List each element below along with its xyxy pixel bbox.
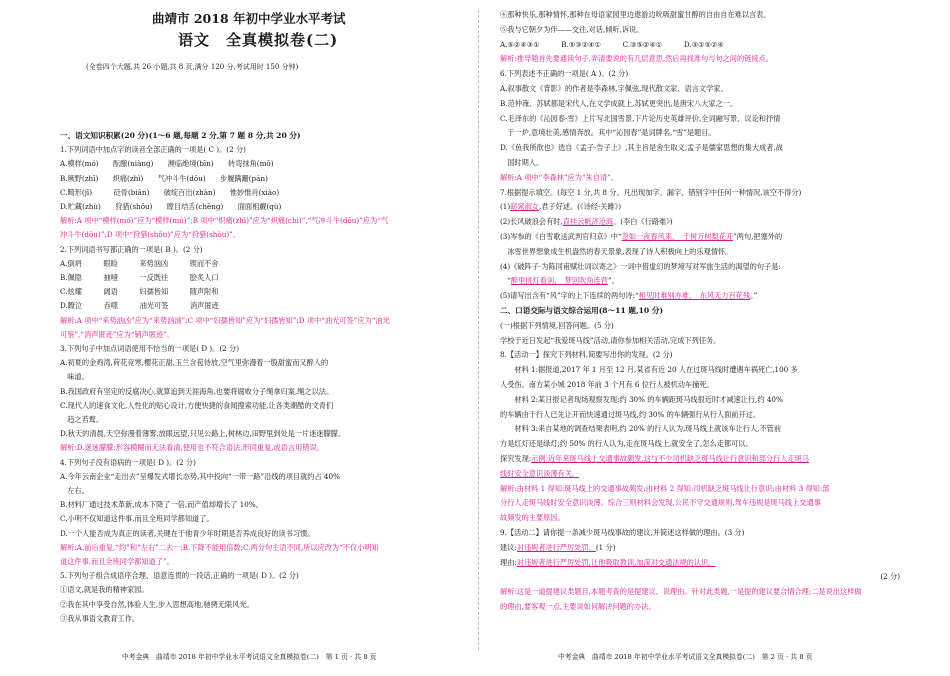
line-text: (4)《破阵子·为陈同甫赋壮词以寄之》一词中借虚幻的梦境写对军旅生活的渴望的句子是: [500, 261, 781, 271]
line-text: 味道。 [60, 372, 89, 382]
line-text: 材料 3:来自某地的调查结果表明,约 20% 的行人认为,斑马线上就该车让行人,不管前 [500, 424, 782, 434]
right-line [500, 572, 900, 582]
right-line [500, 558, 715, 568]
right-line [500, 469, 579, 479]
line-text: (5)请写出含有“风”字的上下连续的两句诗:“ [500, 291, 639, 301]
page-footer-right: 中考金典 曲靖市 2018 年初中学业水平考试语文全真模拟卷(二) 第 2 页 · 共 8 页 [558, 653, 813, 661]
line-text: B.我国政府有坚定的反腐决心,就算追到天涯海角,也要将腐败分子绳拿归案,绳之以法。 [60, 386, 334, 396]
right-line [500, 306, 663, 316]
line-text: (2)长风破浪会有时, [500, 217, 563, 227]
right-line [500, 232, 782, 242]
right-line [500, 395, 783, 405]
line-text-after: 。(李白《行路难》) [613, 217, 673, 227]
left-line [60, 372, 89, 382]
right-line [500, 158, 543, 168]
left-line [60, 529, 314, 539]
left-line [60, 429, 345, 439]
line-text: ④那种快乐,那种情怀,那种在母语家园里边遨游边吮吸甜蜜甘醇的自由自在难以言表。 [500, 10, 771, 19]
line-text: 5.下列句子组合成语序合理、语意连贯的一段话,正确的一项是( D )。(2 分) [60, 571, 299, 581]
left-line [60, 188, 279, 198]
right-line [500, 114, 780, 124]
line-text: 探究发现: [500, 454, 532, 463]
right-line [500, 128, 716, 138]
left-line [60, 131, 301, 141]
right-line [500, 25, 643, 35]
line-text: ①语文,就是我的精神家园。 [60, 585, 149, 595]
left-line [60, 202, 281, 212]
right-line [500, 321, 614, 331]
right-page [500, 0, 900, 676]
left-line [60, 514, 214, 524]
answer-text: 窈窕淑女 [510, 202, 539, 212]
right-line [500, 484, 829, 494]
left-line [60, 614, 139, 624]
score-note: (2 分) [880, 572, 900, 582]
right-line [500, 173, 618, 183]
right-line [500, 262, 781, 272]
line-text: 人受伤。南方某小城 2018 年前 3 个月有 6 位行人被机动车撞死。 [500, 380, 714, 389]
answer-text: 忽如一夜春风来， 千树万树梨花开 [621, 232, 734, 241]
answer-text: 示例:近年来斑马线上交通事故频发,这与不少司机缺乏斑马线让行意识和部分行人走斑马 [531, 454, 810, 463]
left-line [60, 344, 239, 354]
line-text: (3)岑参的《白雪歌送武判官归京》中“ [500, 232, 622, 241]
line-text: 6.下列表述不正确的一项是( A )。(2 分) [500, 69, 629, 79]
line-text: 材料 1:据报道,2017 年 1 月至 12 月,某省有近 20 人在过斑马线时遭遇车祸死亡,100 多 [500, 365, 798, 375]
line-text: 国时期人。 [500, 158, 544, 167]
line-text: 于一炉,意境壮美,感情奔放。其中“沁园春”是词牌名,“雪”是题目。 [500, 128, 716, 138]
line-text: 二、口语交际与语文综合运用(8～11 题,10 分) [500, 306, 664, 315]
right-line [500, 602, 656, 612]
line-text-after: ”两句,把塞外的 [733, 232, 783, 241]
line-text: D.贮藏(zhù) 狩猎(shǒu) 瞠目结舌(chēng) 面面相觑(qù) [60, 202, 282, 211]
left-line [60, 387, 333, 397]
line-text: 1.下列词语中加点字的读音全部正确的一项是( C )。(2 分) [60, 145, 246, 155]
right-line [500, 10, 771, 20]
line-text: 左右。 [60, 486, 89, 495]
line-text: 4.下列句子没有语病的一项是( D )。(2 分) [60, 457, 196, 467]
right-line [500, 188, 801, 198]
left-line [60, 145, 246, 155]
line-text: ③我从事语文教育工作。 [60, 613, 140, 623]
line-text: (一)根据下列情境,回答问题。(5 分) [500, 320, 614, 330]
line-text: 理由: [500, 557, 517, 567]
line-text: D.一个人能否成为真正的读者,关键在于他青少年时期是否养成良好的读书习惯。 [60, 528, 315, 538]
page-divider [478, 10, 479, 650]
line-text: 解析:A.前后重复,“约”和“左右”二去一;B.下降不能用倍数;C.两分句主语不同,所以应改为“不仅小明知 [60, 542, 379, 552]
left-line [60, 316, 390, 326]
line-text: 解析:A 项中“李森林”应为“朱自清”。 [500, 172, 619, 182]
page-footer-left: 中考金典 曲靖市 2018 年初中学业水平考试语文全真模拟卷(二) 第 1 页 · 共 8 页 [122, 653, 377, 661]
line-text: 方是红灯还是绿灯;约 50% 的行人认为,走在斑马线上,就安全了,怎么走都可以。 [500, 439, 753, 449]
line-text: D.瞭泣 吞噬 油光可签 消声匿迹 [60, 301, 219, 311]
left-line [60, 458, 196, 468]
line-text: B.范仲淹、苏轼都是宋代人,在文学成就上,苏轼更突出,是唐宋八大家之一。 [500, 98, 738, 108]
line-text: (1) [500, 202, 511, 212]
line-text: 解析:由材料 1 得知:斑马线上的交通事故频发;由材料 2 得知:司机缺乏斑马线让行意识;由材料 3 得知:部 [500, 483, 830, 493]
line-text: B.厥野(zhī) 炽痛(zhì) 气冲斗牛(dǒu) 步履蹒跚(pán) [60, 173, 268, 183]
right-line [500, 498, 821, 508]
left-line [60, 571, 299, 581]
line-text: 的车辆由于行人已先让开而快速通过斑马线,约 30% 的车辆强行从行人面前开过。 [500, 409, 761, 419]
left-line [60, 159, 274, 169]
line-text: 9.【活动二】请你提一条减少斑马线事故的建议,并简述这样做的理由。(3 分) [500, 528, 745, 537]
left-line [60, 174, 268, 184]
left-line [60, 358, 328, 368]
left-line [60, 401, 333, 411]
left-line [60, 216, 388, 226]
left-line [60, 443, 324, 453]
right-line [500, 54, 773, 64]
right-line [500, 99, 737, 109]
answer-text: 对违规者进行严厉处罚,让他吸取教训,加深对交通法规的认识。 [516, 557, 716, 567]
line-text-after: (1 分) [595, 542, 616, 552]
left-line [60, 287, 218, 297]
right-line [500, 365, 798, 375]
right-line [500, 69, 628, 79]
left-line [60, 301, 219, 311]
line-text: 解析:推导题首先要通读句子,弄清要说的有几层意思,然后再找准句与句之间的链接点。 [500, 54, 773, 64]
right-line [500, 380, 714, 390]
line-text: 解析:A 项中“模样(mó)”应为“模样(mú)”;B 项中“炽痛(zhì)”应为“炽痛(chì)”,“气冲斗牛(dǒu)”应为“气 [60, 216, 389, 226]
left-line [60, 259, 218, 269]
left-line [60, 500, 263, 510]
line-text: 冰雪世界想象成生机盎然的春天景象,表现了诗人积极向上的乐观情怀。 [500, 246, 733, 256]
line-text-after: ,君子好逑。(《诗经·关雎》) [538, 202, 621, 212]
right-line [500, 513, 565, 523]
left-line [60, 600, 254, 610]
right-line [500, 528, 744, 538]
answer-text: 线时安全意识淡薄有关。 [500, 468, 580, 478]
right-line [500, 410, 760, 420]
line-text: C.现代人的速食文化,人性化的贴心设计,方便快捷的食闻搜索功能,让各类潮酷的文青们 [60, 400, 334, 410]
right-line [500, 247, 732, 257]
exam-note: (全卷四个大题,共 26 小题,共 8 页,满分 120 分,考试用时 150 分钟) [86, 63, 299, 71]
right-line [500, 336, 720, 346]
answer-text: 对违规者进行严厉处罚。 [516, 542, 596, 552]
answer-text: 相见时难别亦难， 东风无力百花残 [638, 291, 751, 301]
line-text: 解析:D.迷迷朦朦:形容模糊而无法看清,使用也不符合语法,形同重复,或语言用错误。 [60, 443, 324, 453]
line-text: A.叙事散文《背影》的作者是李森林,字佩弦,现代散文家、语言文学家。 [500, 84, 728, 93]
exam-title: 曲靖市 2018 年初中学业水平考试 [152, 11, 346, 26]
right-line [500, 350, 673, 360]
line-text: 材料 2:某日报记者现场观察发现:约 30% 的车辆距斑马线很近时才减速让行,约 40% [500, 394, 783, 404]
line-text: A.初夏的金鸡湾,荷花竞寒,樱花正甜,玉兰含苞待放,空气里弥漫着一股甜蜜而又醉人的 [60, 358, 329, 368]
right-line [500, 587, 862, 597]
line-text: C.畸形(jī) 砭骨(biān) 破绽百出(zhàn) 惟妙惟肖(xiào) [60, 187, 280, 197]
line-text: 7.根据提示填空。(每空 1 分,共 8 分。凡出现加字、漏字、错别字中任何一种情况,该空不得分) [500, 187, 802, 197]
right-line [500, 84, 728, 94]
line-text: 建议: [500, 542, 517, 552]
line-text: 2.下列词语书写都正确的一项是( B )。(2 分) [60, 244, 203, 254]
line-text: B.材料厂通过技术革新,成本下降了一倍,而产值却增长了 10%。 [60, 500, 263, 510]
line-text: A.倒坍 眼睑 来势汹凶 锲而不舍 [60, 258, 219, 268]
right-line [500, 202, 621, 212]
left-line [60, 585, 149, 595]
left-line [60, 273, 219, 283]
left-line [60, 330, 174, 340]
left-line [60, 472, 340, 482]
line-text: 3.下列句子中加点词语使用不恰当的一项是( D )。(2 分) [60, 344, 240, 353]
line-text: 一、语文知识积累(20 分)(1～6 题,每题 2 分,第 7 题 8 分,共 20 分) [60, 131, 301, 140]
left-line [60, 245, 203, 255]
line-text: 冲斗牛(dǒu)”;D 项中“狩猎(shǒu)”应为“狩猎(shòu)”。 [60, 230, 241, 240]
line-text: C.小明不仅知道这件事,而且全班同学都知道了。 [60, 514, 214, 524]
line-text: ⑤我与它朝夕为伴——交往,对话,倾听,诉说。 [500, 24, 644, 34]
line-text: D.秋天的清晨,天空弥漫着薄雾,放眼远望,只见公路上,树林边,田野里到处是一片迷迷朦朦。 [60, 429, 346, 439]
line-text-after: ”。 [607, 276, 619, 286]
right-line [500, 40, 724, 50]
line-text: 故频发的主要原因。 [500, 513, 565, 523]
line-text: 分行人走斑马线时安全意识淡薄。综合三则材料会发现,公民不守交通规则,驾车违规是斑马线上交通事 [500, 498, 821, 508]
line-text: C.炫耀 阔语 妇孺皆知 随声附和 [60, 287, 219, 297]
right-line [500, 424, 781, 434]
left-line [60, 230, 240, 240]
line-text: 的理由,要客观一点,主要谈如何解决问题的办法。 [500, 602, 656, 611]
right-line [500, 291, 757, 301]
right-line [500, 454, 809, 464]
exam-subtitle: 语文 全真模拟卷(二) [178, 31, 339, 49]
line-text: 8.【活动一】探究下列材料,简要写出你的发现。(2 分) [500, 350, 673, 360]
line-text: 趋之若鹜。 [60, 415, 104, 424]
line-text: ②我在其中享受自然,体验人生,步入思想高地,驰骋无限风光。 [60, 599, 254, 609]
line-text: 解析:A 项中“来势汹凶”应为“来势汹汹”;C 项中“妇孺皆知”应为“妇孺皆知”;D 项中“油光可签”应为“油光 [60, 315, 390, 325]
answer-text: 醉里挑灯看剑， 梦回吹角连营 [510, 276, 608, 286]
right-line [500, 143, 783, 153]
right-line [500, 439, 753, 449]
line-text: 解析:这是一道提建议类题目,本题考查的是提建议、说理由。针对此类题,一是提的建议要合情合理;二是说出这样做 [500, 587, 862, 597]
line-text: A.今年云南企业“走出去”呈爆发式增长态势,其中投向“一带一路”沿线的项目就约占 40% [60, 471, 340, 481]
right-line [500, 217, 673, 227]
line-text: “ [500, 276, 511, 286]
left-line [60, 486, 89, 496]
line-text: C.毛泽东的《沁园春·雪》上片写北国雪景,下片论历史英雄评价,全词融写景、议论和抒情 [500, 113, 781, 123]
right-line [500, 276, 619, 286]
line-text: D.《鱼我所欲也》选自《孟子·告子上》,其主旨是舍生取义,孟子是儒家思想的集大成者,战 [500, 143, 783, 153]
line-text: B.佩隐 抽噎 一反既往 脍炙人口 [60, 273, 219, 282]
right-line [500, 543, 616, 553]
line-text: 学校于近日发起“我爱斑马线”活动,请你参加相关活动,完成下列任务。 [500, 335, 721, 345]
line-text: A.⑤②④③① B.⑤③②④① C.③⑤②④① D.③①⑤②④ [500, 39, 724, 49]
line-text: 道这件事,而且全班同学都知道了”。 [60, 557, 174, 566]
left-line [60, 415, 103, 425]
line-text: A.模样(mó) 酝酿(niàng) 濒临绝境(bīn) 转弯抹角(mǒ) [60, 159, 274, 169]
answer-text: 直挂云帆济沧海 [562, 217, 614, 227]
line-text-after: 。” [750, 291, 758, 301]
line-text: 可鉴”,“消声匿迹”应为“销声匿迹”。 [60, 329, 175, 339]
left-line [60, 543, 379, 553]
left-line [60, 557, 174, 567]
left-page [60, 0, 460, 676]
